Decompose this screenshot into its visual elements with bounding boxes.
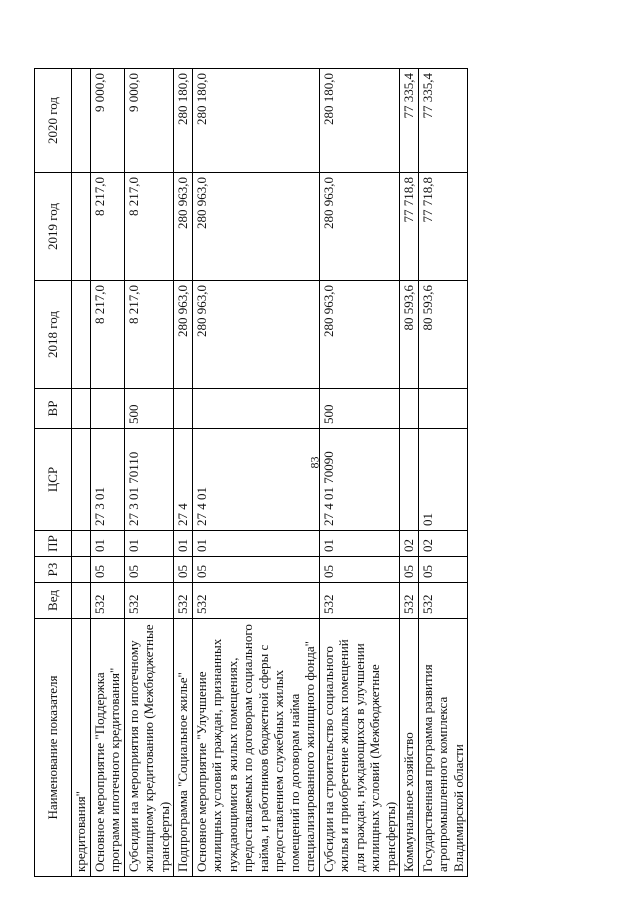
cell-2019: 280 963,0 [319,173,400,281]
header-2020: 2020 год [35,69,72,173]
cell-ved: 532 [124,583,174,619]
cell-ved: 532 [192,583,319,619]
cell-ved: 532 [174,583,193,619]
cell-csr: 01 [418,429,468,531]
cell-2020: 77 335,4 [400,69,419,173]
cell-csr: 27 3 01 [90,429,124,531]
budget-table [34,68,468,877]
cell-2019 [72,173,91,281]
cell-2018: 280 963,0 [174,281,193,389]
header-csr: ЦСР [35,429,72,531]
cell-2019: 8 217,0 [90,173,124,281]
cell-pr: 01 [174,531,193,557]
cell-vr [72,389,91,429]
cell-vr: 500 [124,389,174,429]
cell-2018: 280 963,0 [192,281,319,389]
cell-rz: 05 [90,557,124,583]
cell-name: Основное мероприятие "Улучшение жилищных условий граждан, признанных нуждающимися в жилых помещениях, предоставляемых по договорам социального найма, и работников бюджетной сферы с предоставлением служебных жилых помещений по договорам найма специализированного жилищного фонда" [192,619,319,877]
header-name: Наименование показателя [35,619,72,877]
cell-csr: 27 4 01 70090 [319,429,400,531]
cell-pr [72,531,91,557]
cell-2018: 280 963,0 [319,281,400,389]
cell-rz: 05 [124,557,174,583]
cell-rz: 05 [192,557,319,583]
cell-pr: 02 [418,531,468,557]
cell-ved: 532 [90,583,124,619]
header-vr: ВР [35,389,72,429]
table-row [400,69,419,877]
cell-2020: 9 000,0 [90,69,124,173]
header-2018: 2018 год [35,281,72,389]
table-row [319,69,400,877]
cell-vr [174,389,193,429]
cell-2020: 280 180,0 [192,69,319,173]
cell-name: Основное мероприятие "Поддержка программ ипотечного кредитования" [90,619,124,877]
cell-rz: 05 [174,557,193,583]
cell-2020: 9 000,0 [124,69,174,173]
cell-rz: 05 [418,557,468,583]
page-number: 83 [307,456,322,469]
cell-csr [400,429,419,531]
cell-ved: 532 [319,583,400,619]
table-row [192,69,319,877]
cell-2019: 280 963,0 [174,173,193,281]
cell-2018: 80 593,6 [400,281,419,389]
cell-ved [72,583,91,619]
cell-vr [192,389,319,429]
cell-csr [72,429,91,531]
cell-rz [72,557,91,583]
header-rz: РЗ [35,557,72,583]
cell-vr: 500 [319,389,400,429]
cell-2020: 77 335,4 [418,69,468,173]
header-ved: Вед [35,583,72,619]
cell-2019: 77 718,8 [400,173,419,281]
cell-pr: 01 [90,531,124,557]
table-row [72,69,91,877]
cell-2019: 280 963,0 [192,173,319,281]
header-pr: ПР [35,531,72,557]
cell-2020: 280 180,0 [174,69,193,173]
cell-2020: 280 180,0 [319,69,400,173]
cell-csr: 27 3 01 70110 [124,429,174,531]
cell-name: кредитования" [72,619,91,877]
table-row [174,69,193,877]
cell-name: Подпрограмма "Социальное жилье" [174,619,193,877]
cell-ved: 532 [418,583,468,619]
cell-pr: 01 [319,531,400,557]
cell-name: Субсидии на строительство социального жилья и приобретение жилых помещений для граждан, нуждающихся в улучшении жилищных условий (Межбюджетные трансферты) [319,619,400,877]
cell-rz: 05 [400,557,419,583]
cell-csr: 27 4 [174,429,193,531]
cell-pr: 02 [400,531,419,557]
cell-ved: 532 [400,583,419,619]
cell-rz: 05 [319,557,400,583]
cell-pr: 01 [192,531,319,557]
cell-vr [400,389,419,429]
table-row [90,69,124,877]
cell-2019: 8 217,0 [124,173,174,281]
cell-2020 [72,69,91,173]
cell-2018: 80 593,6 [418,281,468,389]
table-row [124,69,174,877]
cell-2018: 8 217,0 [90,281,124,389]
header-2019: 2019 год [35,173,72,281]
cell-2018: 8 217,0 [124,281,174,389]
rotated-table-container [34,69,601,877]
cell-name: Субсидии на мероприятия по ипотечному жилищному кредитованию (Межбюджетные трансферты) [124,619,174,877]
cell-2018 [72,281,91,389]
cell-vr [418,389,468,429]
cell-vr [90,389,124,429]
table-header-row [35,69,72,877]
cell-2019: 77 718,8 [418,173,468,281]
cell-pr: 01 [124,531,174,557]
table-row [418,69,468,877]
cell-csr: 27 4 01 [192,429,319,531]
cell-name: Государственная программа развития агропромышленного комплекса Владимирской области [418,619,468,877]
cell-name: Коммунальное хозяйство [400,619,419,877]
